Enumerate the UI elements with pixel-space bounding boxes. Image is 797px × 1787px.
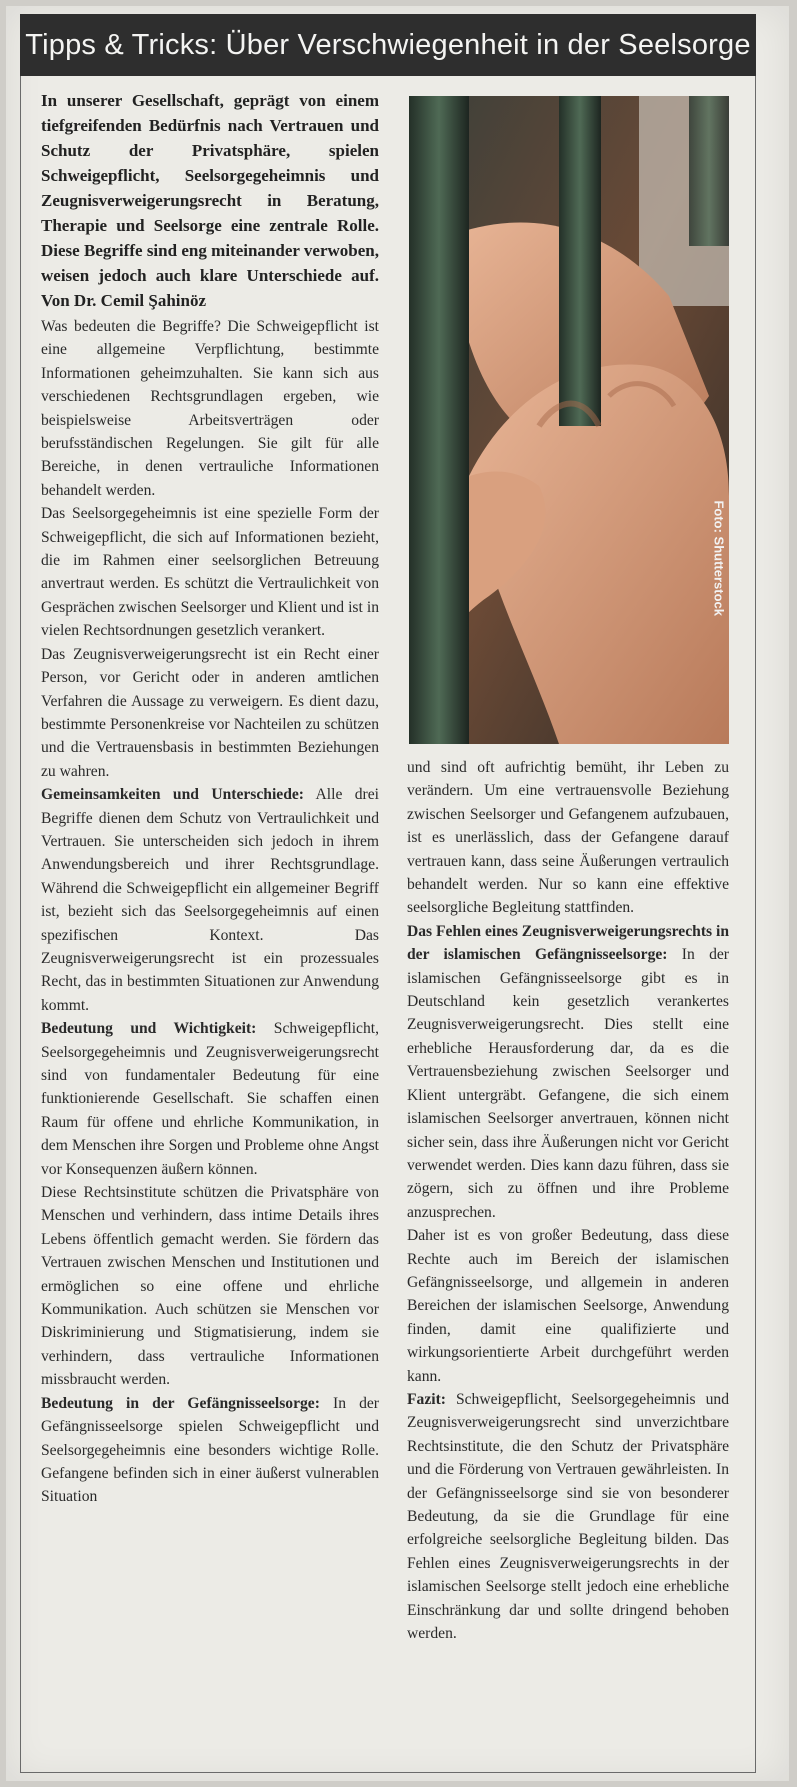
- left-column-body: [41, 315, 379, 1509]
- paragraph-text: Schweigepflicht, Seelsorgegeheimnis und Zeugnisverweigerungsrecht sind von fundamentaler Bedeutung für eine funktionierende Gesellschaft. Sie schaffen einen Raum für offene und ehrliche Kommunikation, in dem Menschen ihre Sorgen und Probleme ohne Angst vor Konsequenzen äußern können.: [41, 1020, 379, 1178]
- photo-credit: Foto: Shutterstock: [712, 500, 727, 616]
- right-column-body: [407, 756, 729, 1645]
- paragraph-text: Diese Rechtsinstitute schützen die Privatsphäre von Menschen und verhindern, dass intime Details ihres Lebens öffentlich gemacht werden. Sie fördern das Vertrauen zwischen Menschen und Institutionen und ermöglichen so eine offene und ehrliche Kommunikation. Auch schützen sie Menschen vor Diskriminierung und Stigmatisierung, indem sie verhindern, dass vertrauliche Informationen missbraucht werden.: [41, 1184, 379, 1389]
- paragraph-text: Alle drei Begriffe dienen dem Schutz von Vertraulichkeit und Vertrauen. Sie unterscheiden sich jedoch in ihrem Anwendungsbereich und ihrer Rechtsgrundlage. Während die Schweigepflicht ein allgemeiner Begriff ist, bezieht sich das Seelsorgegeheimnis auf einen spezifischen Kontext. Das Zeugnisverweigerungsrecht ist ein prozessuales Recht, das in bestimmten Situationen zur Anwendung kommt.: [41, 786, 379, 1014]
- paragraph-heading: Gemeinsamkeiten und Unterschiede:: [41, 786, 304, 804]
- article-frame: [20, 76, 756, 1773]
- article-paragraph: [407, 920, 729, 1224]
- paragraph-heading: Bedeutung in der Gefängnisseelsorge:: [41, 1394, 320, 1412]
- article-paragraph: [41, 1181, 379, 1392]
- article-paragraph: [41, 1017, 379, 1181]
- article-paragraph: [41, 1392, 379, 1509]
- article-photo: [409, 96, 729, 744]
- paragraph-text: In der islamischen Gefängnisseelsorge gibt es in Deutschland kein gesetzlich verankertes Zeugnisverweigerungsrecht. Dies stellt eine erhebliche Herausforderung dar, da es die Vertrauensbeziehung zwischen Seelsorger und Klient untergräbt. Gefangene, die sich einem islamischen Seelsorger anvertrauen, können nicht sicher sein, dass ihre Äußerungen nicht vor Gericht verwendet werden. Dies kann dazu führen, dass sie zögern, sich zu öffnen und ihre Probleme anzusprechen.: [407, 946, 729, 1221]
- paragraph-text: Daher ist es von großer Bedeutung, dass diese Rechte auch im Bereich der islamischen Gefängnisseelsorge, und allgemein in anderen Bereichen der islamischen Seelsorge, Anwendung finden, damit eine qualifizierte und wirkungsorientierte Arbeit durchgeführt werden kann.: [407, 1227, 729, 1385]
- article-paragraph: [41, 502, 379, 642]
- article-title: Tipps & Tricks: Über Verschwiegenheit in der Seelsorge: [20, 14, 756, 76]
- paragraph-heading: Das Fehlen eines Zeugnisverweigerungsrechts in der islamischen Gefängnisseelsorge:: [407, 922, 729, 964]
- article-lead: In unserer Gesellschaft, geprägt von einem tiefgreifenden Bedürfnis nach Vertrauen und Schutz der Privatsphäre, spielen Schweigepflicht, Seelsorgegeheimnis und Zeugnisverweigerungsrecht in Beratung, Therapie und Seelsorge eine zentrale Rolle. Diese Begriffe sind eng miteinander verwoben, weisen jedoch auch klare Unterschiede auf. Von Dr. Cemil Şahinöz: [41, 91, 379, 310]
- paragraph-text: und sind oft aufrichtig bemüht, ihr Leben zu verändern. Um eine vertrauensvolle Beziehung zwischen Seelsorger und Gefangenem aufzubauen, ist es unerlässlich, dass der Gefangene darauf vertrauen kann, dass seine Äußerungen vertraulich behandelt werden. Nur so kann eine effektive seelsorgliche Begleitung stattfinden.: [407, 759, 729, 917]
- article-paragraph: [407, 1224, 729, 1388]
- paragraph-heading: Bedeutung und Wichtigkeit:: [41, 1020, 257, 1038]
- paragraph-text: Was bedeuten die Begriffe? Die Schweigepflicht ist eine allgemeine Verpflichtung, bestimmte Informationen geheimzuhalten. Sie kann sich aus verschiedenen Rechtsgrundlagen ergeben, wie beispielsweise Arbeitsverträgen oder berufsständischen Regelungen. Sie gilt für alle Bereiche, in denen vertrauliche Informationen behandelt werden.: [41, 318, 379, 499]
- article-paragraph: [41, 643, 379, 783]
- left-column: [41, 88, 379, 1509]
- paragraph-text: Schweigepflicht, Seelsorgegeheimnis und Zeugnisverweigerungsrecht sind unverzichtbare Rechtsinstitute, die den Schutz der Privatsphäre und die Förderung von Vertrauen gewährleisten. In der Gefängnisseelsorge sind sie von besonderer Bedeutung, da sie die Grundlage für eine erfolgreiche seelsorgliche Begleitung bilden. Das Fehlen eines Zeugnisverweigerungsrechts in der islamischen Seelsorge stellt jedoch eine erhebliche Einschränkung dar und sollte dringend behoben werden.: [407, 1390, 729, 1643]
- hands-through-bars-image: [409, 96, 729, 744]
- article-paragraph: [41, 783, 379, 1017]
- article-paragraph: [41, 315, 379, 502]
- article-paragraph: [407, 756, 729, 920]
- paragraph-text: Das Zeugnisverweigerungsrecht ist ein Recht einer Person, vor Gericht oder in anderen amtlichen Verfahren die Aussage zu verweigern. Es dient dazu, bestimmte Personenkreise vor Nachteilen zu schützen und die Vertrauensbasis in bestimmten Beziehungen zu wahren.: [41, 645, 379, 780]
- article-paragraph: [407, 1388, 729, 1645]
- newspaper-page: [6, 6, 789, 1781]
- paragraph-text: In der Gefängnisseelsorge spielen Schweigepflicht und Seelsorgegeheimnis eine besonders wichtige Rolle. Gefangene befinden sich in einer äußerst vulnerablen Situation: [41, 1394, 379, 1506]
- paragraph-text: Das Seelsorgegeheimnis ist eine spezielle Form der Schweigepflicht, die sich auf Informationen bezieht, die im Rahmen einer seelsorglichen Betreuung anvertraut werden. Es schützt die Vertraulichkeit von Gesprächen zwischen Seelsorger und Klient und ist in vielen Rechtsordnungen gesetzlich verankert.: [41, 505, 379, 640]
- right-column: [407, 756, 729, 1645]
- paragraph-heading: Fazit:: [407, 1390, 446, 1408]
